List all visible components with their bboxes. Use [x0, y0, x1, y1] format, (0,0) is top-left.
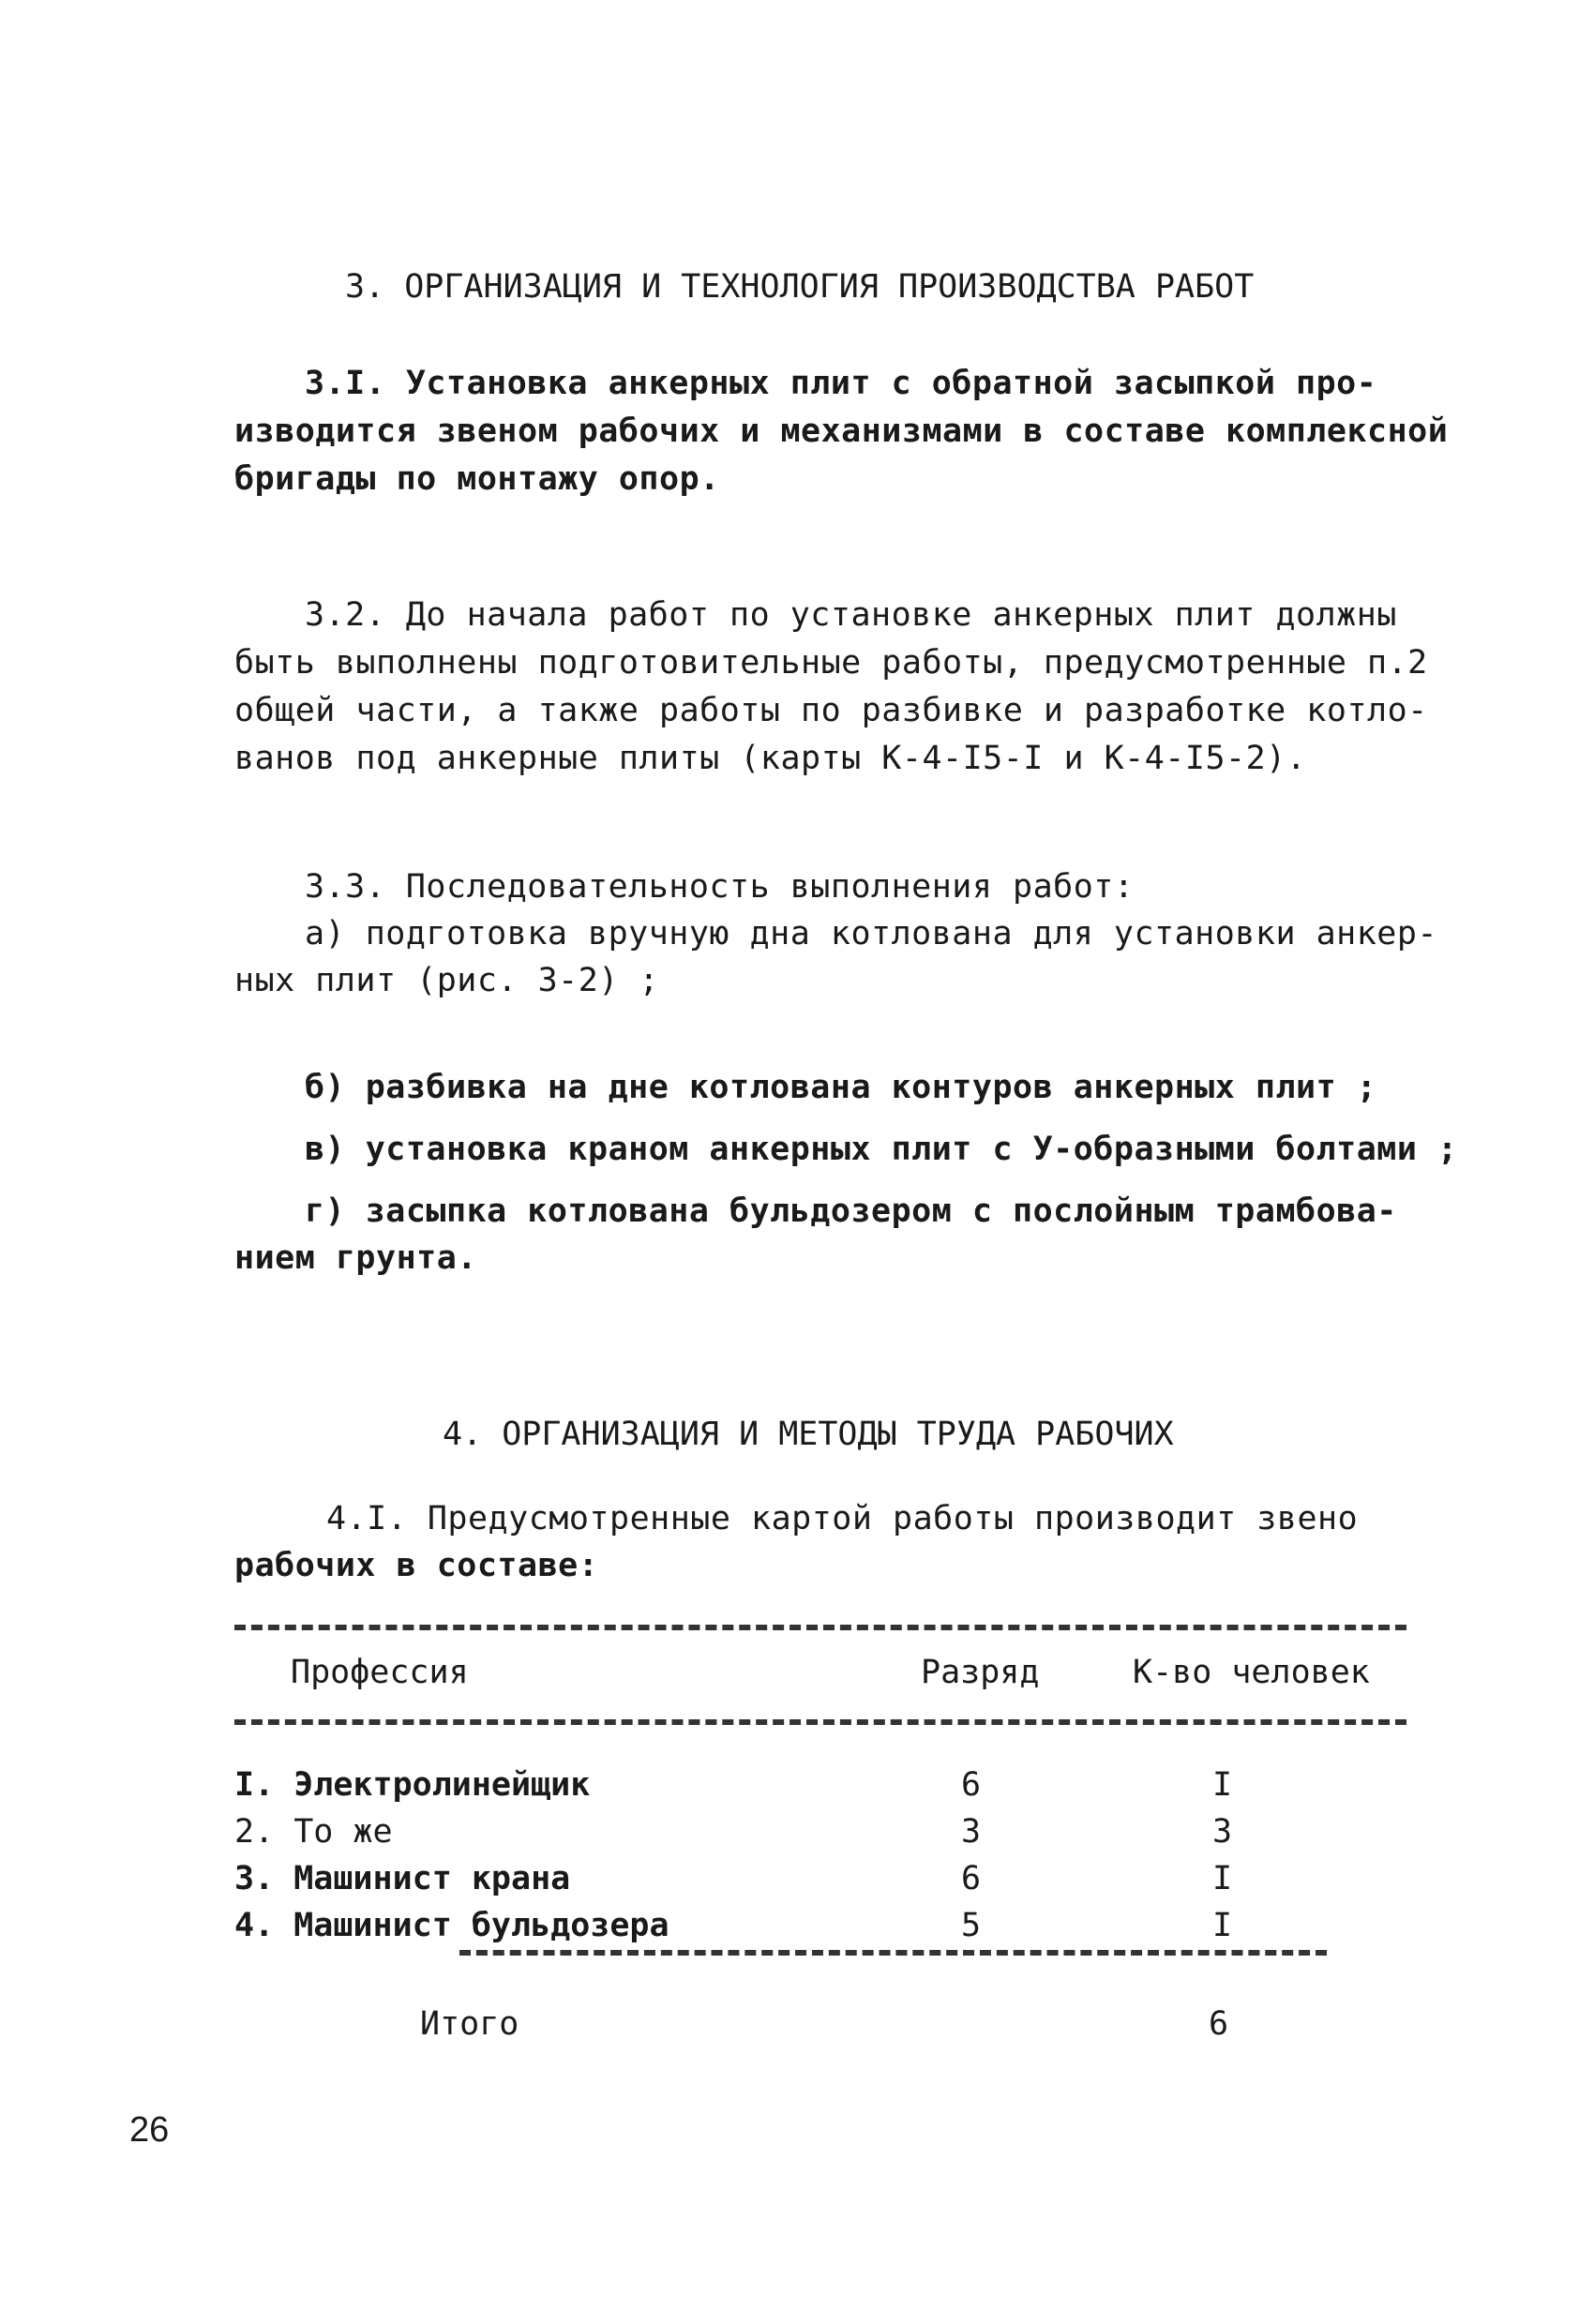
table-top-rule: [234, 1625, 1406, 1630]
paragraph-3-3-d-line-2: нием грунта.: [234, 1239, 477, 1277]
paragraph-3-3-a-line-2: ных плит (рис. 3-2) ;: [234, 962, 660, 999]
table-cell-profession: 2. То же: [234, 1813, 393, 1851]
table-cell-profession: 3. Машинист крана: [234, 1860, 571, 1897]
table-cell-grade: 3: [961, 1813, 982, 1851]
table-total-value: 6: [1209, 2005, 1229, 2043]
table-cell-profession: I. Электролинейщик: [234, 1766, 591, 1804]
paragraph-3-3-c: в) установка краном анкерных плит с У-образными болтами ;: [305, 1131, 1458, 1168]
page-number: 26: [129, 2110, 170, 2150]
paragraph-3-2-line-4: ванов под анкерные плиты (карты К-4-I5-I и К-4-I5-2).: [234, 740, 1307, 777]
table-total-label: Итого: [420, 2005, 519, 2043]
paragraph-3-1-line-3: бригады по монтажу опор.: [234, 460, 720, 498]
table-cell-count: 3: [1212, 1813, 1233, 1851]
section-3-heading: 3. ОРГАНИЗАЦИЯ И ТЕХНОЛОГИЯ ПРОИЗВОДСТВА РАБОТ: [345, 268, 1255, 306]
table-cell-count: I: [1212, 1766, 1233, 1804]
table-header-rule: [234, 1719, 1406, 1725]
paragraph-3-2-line-1: 3.2. До начала работ по установке анкерных плит должны: [305, 596, 1397, 634]
table-cell-profession: 4. Машинист бульдозера: [234, 1907, 669, 1944]
table-header-count: К-во человек: [1133, 1654, 1370, 1691]
table-cell-grade: 6: [961, 1766, 982, 1804]
paragraph-4-1-line-2: рабочих в составе:: [234, 1547, 599, 1584]
table-bottom-rule: [459, 1950, 1327, 1956]
paragraph-3-3-a-line-1: а) подготовка вручную дна котлована для установки анкер-: [305, 915, 1438, 952]
table-cell-count: I: [1212, 1860, 1233, 1897]
paragraph-4-1-line-1: 4.I. Предусмотренные картой работы производит звено: [326, 1500, 1359, 1537]
table-cell-grade: 5: [961, 1907, 982, 1944]
paragraph-3-1-line-2: изводится звеном рабочих и механизмами в составе комплексной: [234, 412, 1449, 450]
paragraph-3-1-line-1: 3.I. Установка анкерных плит с обратной засыпкой про-: [305, 365, 1377, 402]
table-cell-grade: 6: [961, 1860, 982, 1897]
section-4-heading: 4. ОРГАНИЗАЦИЯ И МЕТОДЫ ТРУДА РАБОЧИХ: [443, 1416, 1174, 1453]
paragraph-3-3-intro: 3.3. Последовательность выполнения работ:: [305, 868, 1135, 906]
paragraph-3-3-d-line-1: г) засыпка котлована бульдозером с послойным трамбова-: [305, 1192, 1397, 1230]
table-cell-count: I: [1212, 1907, 1233, 1944]
table-header-grade: Разряд: [921, 1654, 1040, 1691]
paragraph-3-3-b: б) разбивка на дне котлована контуров анкерных плит ;: [305, 1069, 1377, 1106]
paragraph-3-2-line-3: общей части, а также работы по разбивке и разработке котло-: [234, 692, 1428, 729]
paragraph-3-2-line-2: быть выполнены подготовительные работы, предусмотренные п.2: [234, 644, 1428, 682]
table-header-profession: Профессия: [291, 1654, 469, 1691]
